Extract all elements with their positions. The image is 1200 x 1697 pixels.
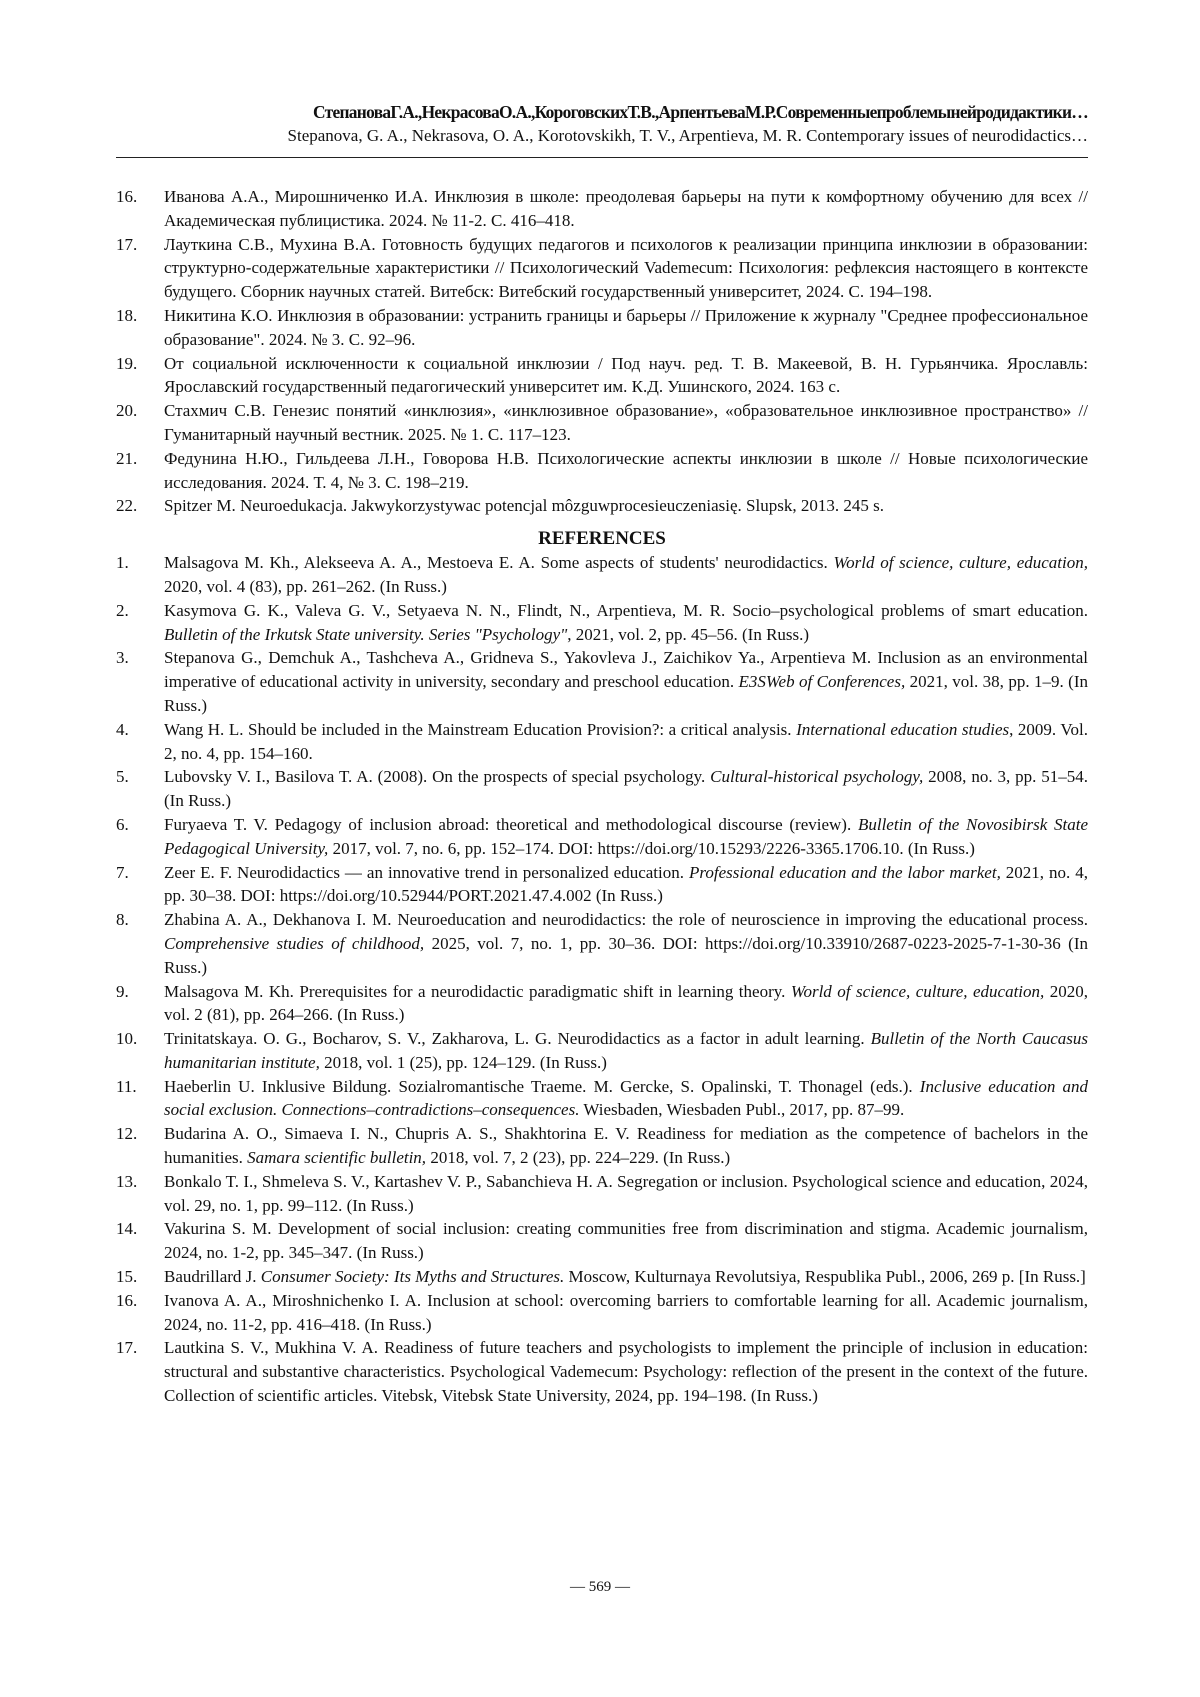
journal-title: Consumer Society: Its Myths and Structures.	[260, 1267, 565, 1287]
reference-item	[116, 1265, 1088, 1289]
reference-number: 16.	[116, 187, 138, 206]
reference-number: 1.	[116, 553, 129, 573]
page-number: — 569 —	[570, 1579, 630, 1595]
reference-item	[116, 494, 1088, 518]
reference-number: 3.	[116, 648, 129, 668]
reference-number: 15.	[116, 1267, 138, 1287]
reference-item	[116, 1217, 1088, 1265]
reference-item	[116, 447, 1088, 495]
journal-title: World of science, culture, education,	[833, 553, 1088, 573]
journal-title: Bulletin of the Irkutsk State university. Series "Psychology"	[164, 624, 568, 644]
reference-number: 18.	[116, 305, 138, 325]
running-header-english: Stepanova, G. A., Nekrasova, O. A., Korotovskikh, T. V., Arpentieva, M. R. Contemporary issues of neurodidactics…	[287, 126, 1088, 145]
reference-number: 12.	[116, 1124, 138, 1144]
journal-title: Comprehensive studies of childhood,	[164, 933, 425, 953]
reference-text: Wang H. L. Should be included in the Mainstream Education Provision?: a critical analysis. International education studies, 2009. Vol. 2, no. 4, pp. 154–160.	[164, 719, 1088, 763]
reference-item	[116, 1122, 1088, 1170]
reference-item	[116, 1289, 1088, 1337]
reference-number: 9.	[116, 981, 129, 1001]
reference-number: 20.	[116, 401, 138, 421]
reference-text: Haeberlin U. Inklusive Bildung. Sozialromantische Traeme. M. Gercke, S. Opalinski, T. Thonagel (eds.). Inclusive education and social exclusion. Connections–contradictions–consequences. Wiesbaden, Wiesbaden Publ., 2017, pp. 87–99.	[164, 1076, 1088, 1120]
reference-number: 6.	[116, 814, 129, 834]
reference-item	[116, 718, 1088, 766]
reference-number: 10.	[116, 1029, 138, 1049]
reference-text: От социальной исключенности к социальной инклюзии / Под науч. ред. Т. В. Макеевой, В. Н. Гурьянчика. Ярославль: Ярославский государственный педагогический университет им. К.Д. Ушинского, 2024. 163 с.	[164, 353, 1088, 397]
reference-text: Zhabina A. A., Dekhanova I. M. Neuroeducation and neurodidactics: the role of neuroscience in improving the educational process. Comprehensive studies of childhood, 2025, vol. 7, no. 1, pp. 30–36. DOI: https://doi.org/10.33910/2687-0223-2025-7-1-30-36 (In Russ.)	[164, 910, 1088, 977]
reference-text: Zeer E. F. Neurodidactics — an innovative trend in personalized education. Professional education and the labor market, 2021, no. 4, pp. 30–38. DOI: https://doi.org/10.52944/PORT.2021.47.4.002 (In Russ.)	[164, 862, 1089, 906]
reference-item	[116, 813, 1088, 861]
reference-item	[116, 646, 1088, 717]
reference-text: Lautkina S. V., Mukhina V. A. Readiness of future teachers and psychologists to implement the principle of inclusion in education: structural and substantive characteristics. Psychological Vademecum: Psychology: reflection of the present in the context of the future. Collection of scientific articles. Vitebsk, Vitebsk State University, 2024, pp. 194–198. (In Russ.)	[164, 1338, 1088, 1406]
reference-text: Trinitatskaya. O. G., Bocharov, S. V., Zakharova, L. G. Neurodidactics as a factor in adult learning. Bulletin of the North Caucasus humanitarian institute, 2018, vol. 1 (25), pp. 124–129. (In Russ.)	[164, 1029, 1089, 1072]
journal-title: Samara scientific bulletin,	[247, 1148, 427, 1168]
reference-text: Budarina A. O., Simaeva I. N., Chupris A. S., Shakhtorina E. V. Readiness for mediation as the competence of bachelors in the humanities. Samara scientific bulletin, 2018, vol. 7, 2 (23), pp. 224–229. (In Russ.)	[164, 1124, 1088, 1168]
journal-title: Inclusive education and social exclusion. Connections–contradictions–consequences.	[164, 1076, 1088, 1120]
reference-text: Malsagova M. Kh. Prerequisites for a neurodidactic paradigmatic shift in learning theory. World of science, culture, education, 2020, vol. 2 (81), pp. 264–266. (In Russ.)	[164, 981, 1088, 1025]
reference-item	[116, 1170, 1088, 1218]
reference-number: 14.	[116, 1219, 138, 1239]
reference-item	[116, 233, 1088, 304]
russian-reference-list	[116, 185, 1088, 518]
reference-text: Furyaeva T. V. Pedagogy of inclusion abroad: theoretical and methodological discourse (review). Bulletin of the Novosibirsk State Pedagogical University, 2017, vol. 7, no. 6, pp. 152–174. DOI: https://doi.org/10.15293/2226-3365.1706.10. (In Russ.)	[164, 814, 1089, 858]
journal-title: International education studies	[796, 719, 1010, 739]
reference-item	[116, 352, 1088, 400]
reference-number: 2.	[116, 600, 129, 620]
reference-item	[116, 861, 1088, 909]
reference-number: 21.	[116, 448, 138, 468]
reference-item	[116, 765, 1088, 813]
reference-item	[116, 304, 1088, 352]
journal-title: Cultural-historical psychology,	[710, 767, 924, 787]
references-heading: REFERENCES	[538, 528, 666, 550]
running-header-russian: СтепановаГ.А.,НекрасоваО.А.,КороговскихТ.В.,АрпентьеваМ.Р.Современныепроблемынейродидактики…	[313, 102, 1088, 122]
reference-text: Stepanova G., Demchuk A., Tashcheva A., Gridneva S., Yakovleva J., Zaichikov Ya., Arpentieva M. Inclusion as an environmental imperative of educational activity in university, secondary and preschool education. E3SWeb of Conferences, 2021, vol. 38, pp. 1–9. (In Russ.)	[164, 648, 1088, 715]
reference-text: Spitzer M. Neuroedukacja. Jakwykorzystywac potencjal môzguwprocesieuczeniasię. Slupsk, 2013. 245 s.	[164, 496, 884, 516]
journal-title: E3SWeb of Conferences,	[738, 672, 906, 692]
reference-item	[116, 551, 1088, 599]
reference-text: Ivanova A. A., Miroshnichenko I. A. Inclusion at school: overcoming barriers to comfortable learning for all. Academic journalism, 2024, no. 11-2, pp. 416–418. (In Russ.)	[164, 1290, 1088, 1334]
reference-number: 16.	[116, 1290, 138, 1310]
reference-number: 11.	[116, 1076, 137, 1096]
header-divider	[116, 157, 1088, 158]
reference-number: 8.	[116, 910, 129, 930]
reference-item	[116, 599, 1088, 647]
reference-text: Kasymova G. K., Valeva G. V., Setyaeva N. N., Flindt, N., Arpentieva, M. R. Socio–psychological problems of smart education. Bulletin of the Irkutsk State university. Series "Psychology", 2021, vol. 2, pp. 45–56. (In Russ.)	[164, 600, 1088, 644]
reference-item	[116, 399, 1088, 447]
reference-number: 7.	[116, 862, 129, 882]
reference-number: 17.	[116, 1338, 138, 1358]
reference-number: 17.	[116, 234, 138, 254]
reference-text: Baudrillard J. Consumer Society: Its Myths and Structures. Moscow, Kulturnaya Revolutsiya, Respublika Publ., 2006, 269 p. [In Russ.]	[164, 1267, 1086, 1287]
reference-item	[116, 1075, 1088, 1123]
reference-text: Bonkalo T. I., Shmeleva S. V., Kartashev V. P., Sabanchieva H. A. Segregation or inclusion. Psychological science and education, 2024, vol. 29, no. 1, pp. 99–112. (In Russ.)	[164, 1171, 1088, 1215]
reference-text: Lubovsky V. I., Basilova T. A. (2008). On the prospects of special psychology. Cultural-historical psychology, 2008, no. 3, pp. 51–54. (In Russ.)	[164, 767, 1088, 811]
reference-number: 13.	[116, 1171, 138, 1191]
reference-item	[116, 1336, 1088, 1407]
journal-title: World of science, culture, education,	[790, 981, 1045, 1001]
reference-number: 22.	[116, 496, 138, 516]
reference-number: 5.	[116, 767, 129, 787]
journal-title: Bulletin of the North Caucasus humanitarian institute,	[164, 1029, 1089, 1072]
journal-title: Professional education and the labor market,	[689, 862, 1001, 882]
reference-text: Никитина К.О. Инклюзия в образовании: устранить границы и барьеры // Приложение к журналу "Среднее профессиональное образование". 2024. № 3. С. 92–96.	[164, 305, 1088, 349]
reference-text: Malsagova M. Kh., Alekseeva A. A., Mestoeva E. A. Some aspects of students' neurodidactics. World of science, culture, education, 2020, vol. 4 (83), pp. 261–262. (In Russ.)	[164, 553, 1088, 596]
reference-text: Vakurina S. M. Development of social inclusion: creating communities free from discrimination and stigma. Academic journalism, 2024, no. 1-2, pp. 345–347. (In Russ.)	[164, 1219, 1088, 1263]
journal-title: Bulletin of the Novosibirsk State Pedagogical University,	[164, 814, 1089, 858]
reference-text: Стахмич С.В. Генезис понятий «инклюзия», «инклюзивное образование», «образовательное инклюзивное пространство» // Гуманитарный научный вестник. 2025. № 1. С. 117–123.	[164, 401, 1088, 444]
reference-item	[116, 185, 1088, 233]
reference-text: Иванова А.А., Мирошниченко И.А. Инклюзия в школе: преодолевая барьеры на пути к комфортному обучению для всех // Академическая публицистика. 2024. № 11-2. С. 416–418.	[164, 187, 1088, 230]
english-reference-list	[116, 551, 1088, 1408]
reference-text: Лауткина С.В., Мухина В.А. Готовность будущих педагогов и психологов к реализации принципа инклюзии в образовании: структурно-содержательные характеристики // Психологический Vademecum: Психология: рефлексия настоящего в контексте будущего. Сборник научных статей. Витебск: Витебский государственный университет, 2024. С. 194–198.	[164, 234, 1088, 302]
reference-text: Федунина Н.Ю., Гильдеева Л.Н., Говорова Н.В. Психологические аспекты инклюзии в школе // Новые психологические исследования. 2024. Т. 4, № 3. С. 198–219.	[164, 448, 1088, 492]
page-content	[116, 102, 1088, 1408]
reference-item	[116, 1027, 1088, 1075]
reference-item	[116, 980, 1088, 1028]
reference-number: 19.	[116, 353, 138, 373]
reference-item	[116, 908, 1088, 979]
reference-number: 4.	[116, 719, 129, 739]
